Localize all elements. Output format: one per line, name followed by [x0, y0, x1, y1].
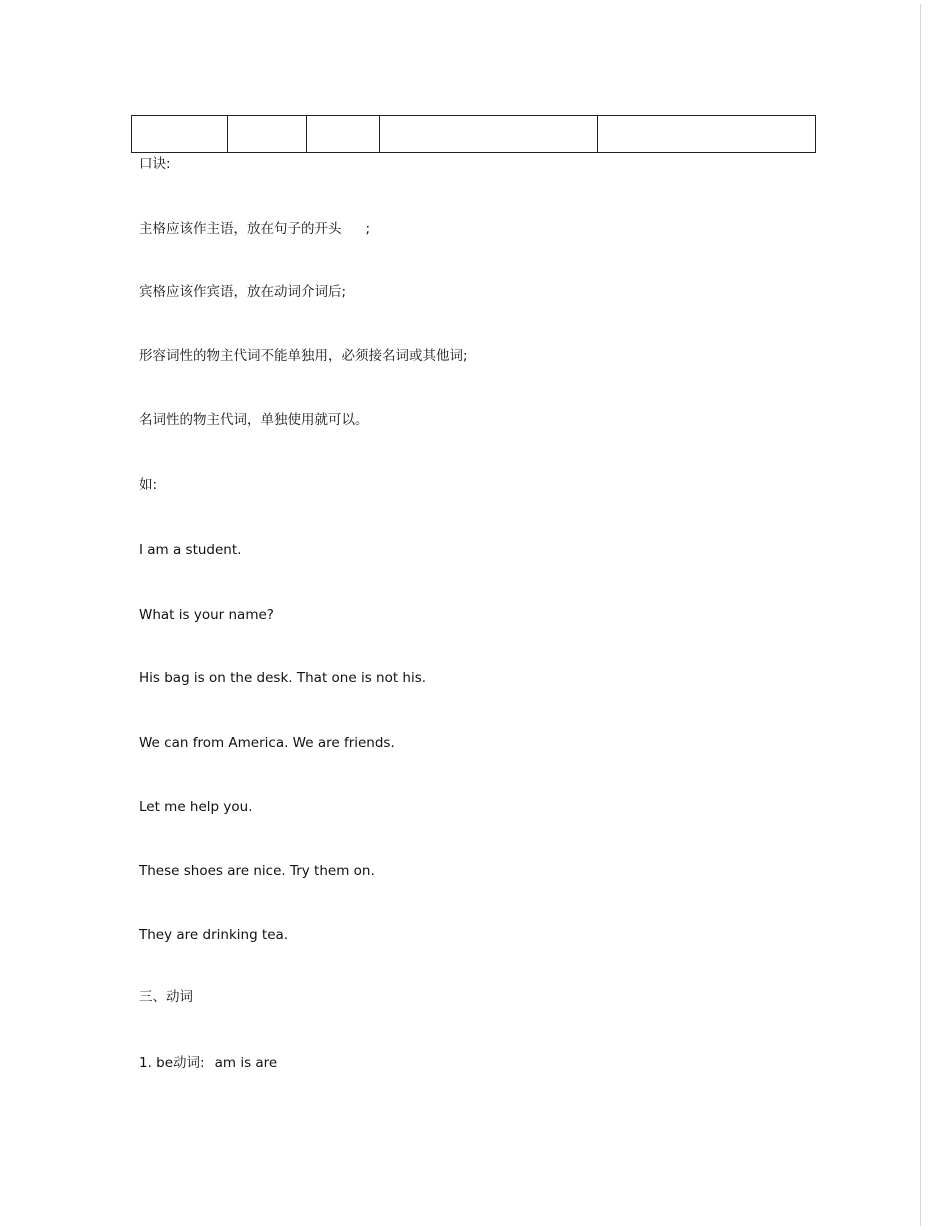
example-sentence: These shoes are nice. Try them on. — [139, 863, 375, 879]
example-sentence: Let me help you. — [139, 799, 253, 815]
mnemonic-heading: 口诀: — [139, 156, 171, 172]
example-sentence: What is your name? — [139, 607, 274, 623]
example-sentence: We can from America. We are friends. — [139, 735, 395, 751]
table-cell — [380, 116, 598, 152]
table-fragment — [131, 115, 816, 153]
rule-subject-text: 主格应该作主语，放在句子的开头 — [139, 221, 342, 237]
example-sentence: I am a student. — [139, 542, 242, 558]
table-cell — [598, 116, 815, 152]
rule-object-case: 宾格应该作宾语，放在动词介词后; — [139, 284, 347, 300]
rule-adjective-possessive: 形容词性的物主代词不能单独用，必须接名词或其他词; — [139, 348, 468, 364]
table-cell — [132, 116, 228, 152]
example-sentence: They are drinking tea. — [139, 927, 289, 943]
be-verb-label: 1. be动词: — [139, 1055, 205, 1071]
be-verb-forms: am is are — [214, 1055, 278, 1071]
rule-subject-semicolon: ; — [365, 221, 371, 237]
table-cell — [307, 116, 380, 152]
rule-subject-case — [139, 220, 370, 238]
examples-heading: 如: — [139, 477, 158, 493]
be-verb-line — [139, 1054, 277, 1072]
table-cell — [228, 116, 307, 152]
example-sentence: His bag is on the desk. That one is not his. — [139, 670, 427, 686]
page-edge-divider — [920, 4, 921, 1226]
rule-noun-possessive: 名词性的物主代词，单独使用就可以。 — [139, 412, 369, 428]
section-heading-verbs: 三、动词 — [139, 989, 193, 1005]
